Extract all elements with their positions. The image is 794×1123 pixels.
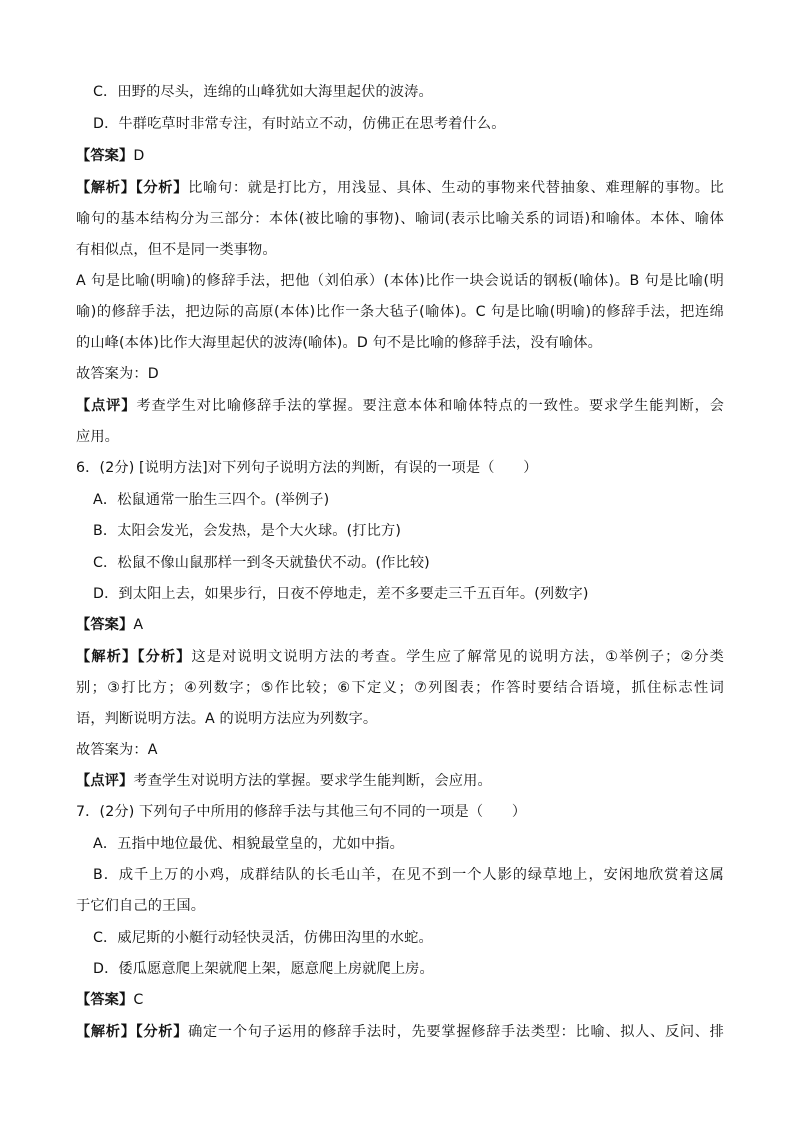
q5-option-c: C．田野的尽头，连绵的山峰犹如大海里起伏的波涛。 bbox=[93, 84, 433, 100]
comment-text: 考查学生对比喻修辞手法的掌握。要注意本体和喻体特点的一致性。要求学生能判断，会 bbox=[136, 398, 724, 414]
q7-answer bbox=[76, 990, 724, 1010]
q6-option-d: D．到太阳上去，如果步行，日夜不停地走，差不多要走三千五百年。(列数字) bbox=[93, 586, 589, 602]
q5-analysis-line bbox=[76, 178, 724, 198]
q5-option-d: D．牛群吃草时非常专注，有时站立不动，仿佛正在思考着什么。 bbox=[93, 116, 506, 132]
answer-tag: 【答案】 bbox=[76, 992, 134, 1008]
q6-answer bbox=[76, 615, 724, 635]
q5-analysis-line: 有相似点，但不是同一类事物。 bbox=[76, 242, 277, 258]
q7-option-c: C．威尼斯的小艇行动轻快灵活，仿佛田沟里的水蛇。 bbox=[93, 930, 433, 946]
q7-option-b: B．成千上万的小鸡，成群结队的长毛山羊，在见不到一个人影的绿草地上，安闲地欣赏着这属 bbox=[93, 867, 724, 883]
q6-analysis-line: 语，判断说明方法。A 的说明方法应为列数字。 bbox=[76, 711, 378, 727]
answer-tag: 【答案】 bbox=[76, 617, 134, 633]
answer-value: C bbox=[133, 992, 144, 1008]
q5-answer bbox=[76, 146, 724, 166]
comment-tag: 【点评】 bbox=[76, 398, 137, 414]
analysis-text: 比喻句：就是打比方，用浅显、具体、生动的事物来代替抽象、难理解的事物。比 bbox=[188, 180, 724, 196]
q7-option-b-cont: 于它们自己的王国。 bbox=[76, 898, 206, 914]
q5-comment-line: 应用。 bbox=[76, 429, 120, 445]
q6-option-a: A．松鼠通常一胎生三四个。(举例子) bbox=[93, 492, 330, 508]
q6-analysis-line bbox=[76, 647, 724, 667]
q7-option-a: A．五指中地位最优、相貌最堂皇的，尤如中指。 bbox=[93, 836, 404, 852]
answer-value: D bbox=[133, 148, 145, 164]
analysis-text: 这是对说明文说明方法的考查。学生应了解常见的说明方法，①举例子；②分类 bbox=[191, 649, 724, 665]
q5-analysis-line: 喻句的基本结构分为三部分：本体(被比喻的事物)、喻词(表示比喻关系的词语)和喻体。本体、喻体 bbox=[76, 211, 724, 227]
analysis-text: 确定一个句子运用的修辞手法时，先要掌握修辞手法类型：比喻、拟人、反问、排 bbox=[188, 1024, 724, 1040]
q7-analysis-line bbox=[76, 1022, 724, 1042]
comment-tag: 【点评】 bbox=[76, 773, 134, 789]
q6-analysis-line: 别；③打比方；④列数字；⑤作比较；⑥下定义；⑦列图表；作答时要结合语境，抓住标志性词 bbox=[76, 680, 724, 696]
q5-conclusion: 故答案为：D bbox=[76, 366, 159, 382]
q6-conclusion: 故答案为：A bbox=[76, 742, 158, 758]
answer-value: A bbox=[133, 617, 144, 633]
analysis-tag: 【解析】【分析】 bbox=[76, 1024, 189, 1040]
q7-stem: 7．(2分) 下列句子中所用的修辞手法与其他三句不同的一项是（ ） bbox=[76, 804, 527, 820]
q6-stem: 6．(2分) [说明方法]对下列句子说明方法的判断，有误的一项是（ ） bbox=[76, 460, 538, 476]
analysis-tag: 【解析】【分析】 bbox=[76, 649, 192, 665]
answer-tag: 【答案】 bbox=[76, 148, 134, 164]
comment-text: 考查学生对说明方法的掌握。要求学生能判断，会应用。 bbox=[133, 773, 492, 789]
q5-analysis-line: 喻)的修辞手法，把边际的高原(本体)比作一条大毡子(喻体)。C 句是比喻(明喻)的修辞手法，把连绵 bbox=[76, 304, 724, 320]
q7-option-d: D．倭瓜愿意爬上架就爬上架，愿意爬上房就爬上房。 bbox=[93, 961, 434, 977]
q6-option-b: B．太阳会发光，会发热，是个大火球。(打比方) bbox=[93, 523, 402, 539]
q5-analysis-line: 的山峰(本体)比作大海里起伏的波涛(喻体)。D 句不是比喻的修辞手法，没有喻体。 bbox=[76, 335, 602, 351]
analysis-tag: 【解析】【分析】 bbox=[76, 180, 189, 196]
q6-option-c: C．松鼠不像山鼠那样一到冬天就蛰伏不动。(作比较) bbox=[93, 555, 430, 571]
q5-analysis-line: A 句是比喻(明喻)的修辞手法，把他（刘伯承）(本体)比作一块会说话的钢板(喻体)。B 句是比喻(明 bbox=[76, 273, 724, 289]
q5-comment-line bbox=[76, 396, 724, 416]
q6-comment-line bbox=[76, 771, 724, 791]
